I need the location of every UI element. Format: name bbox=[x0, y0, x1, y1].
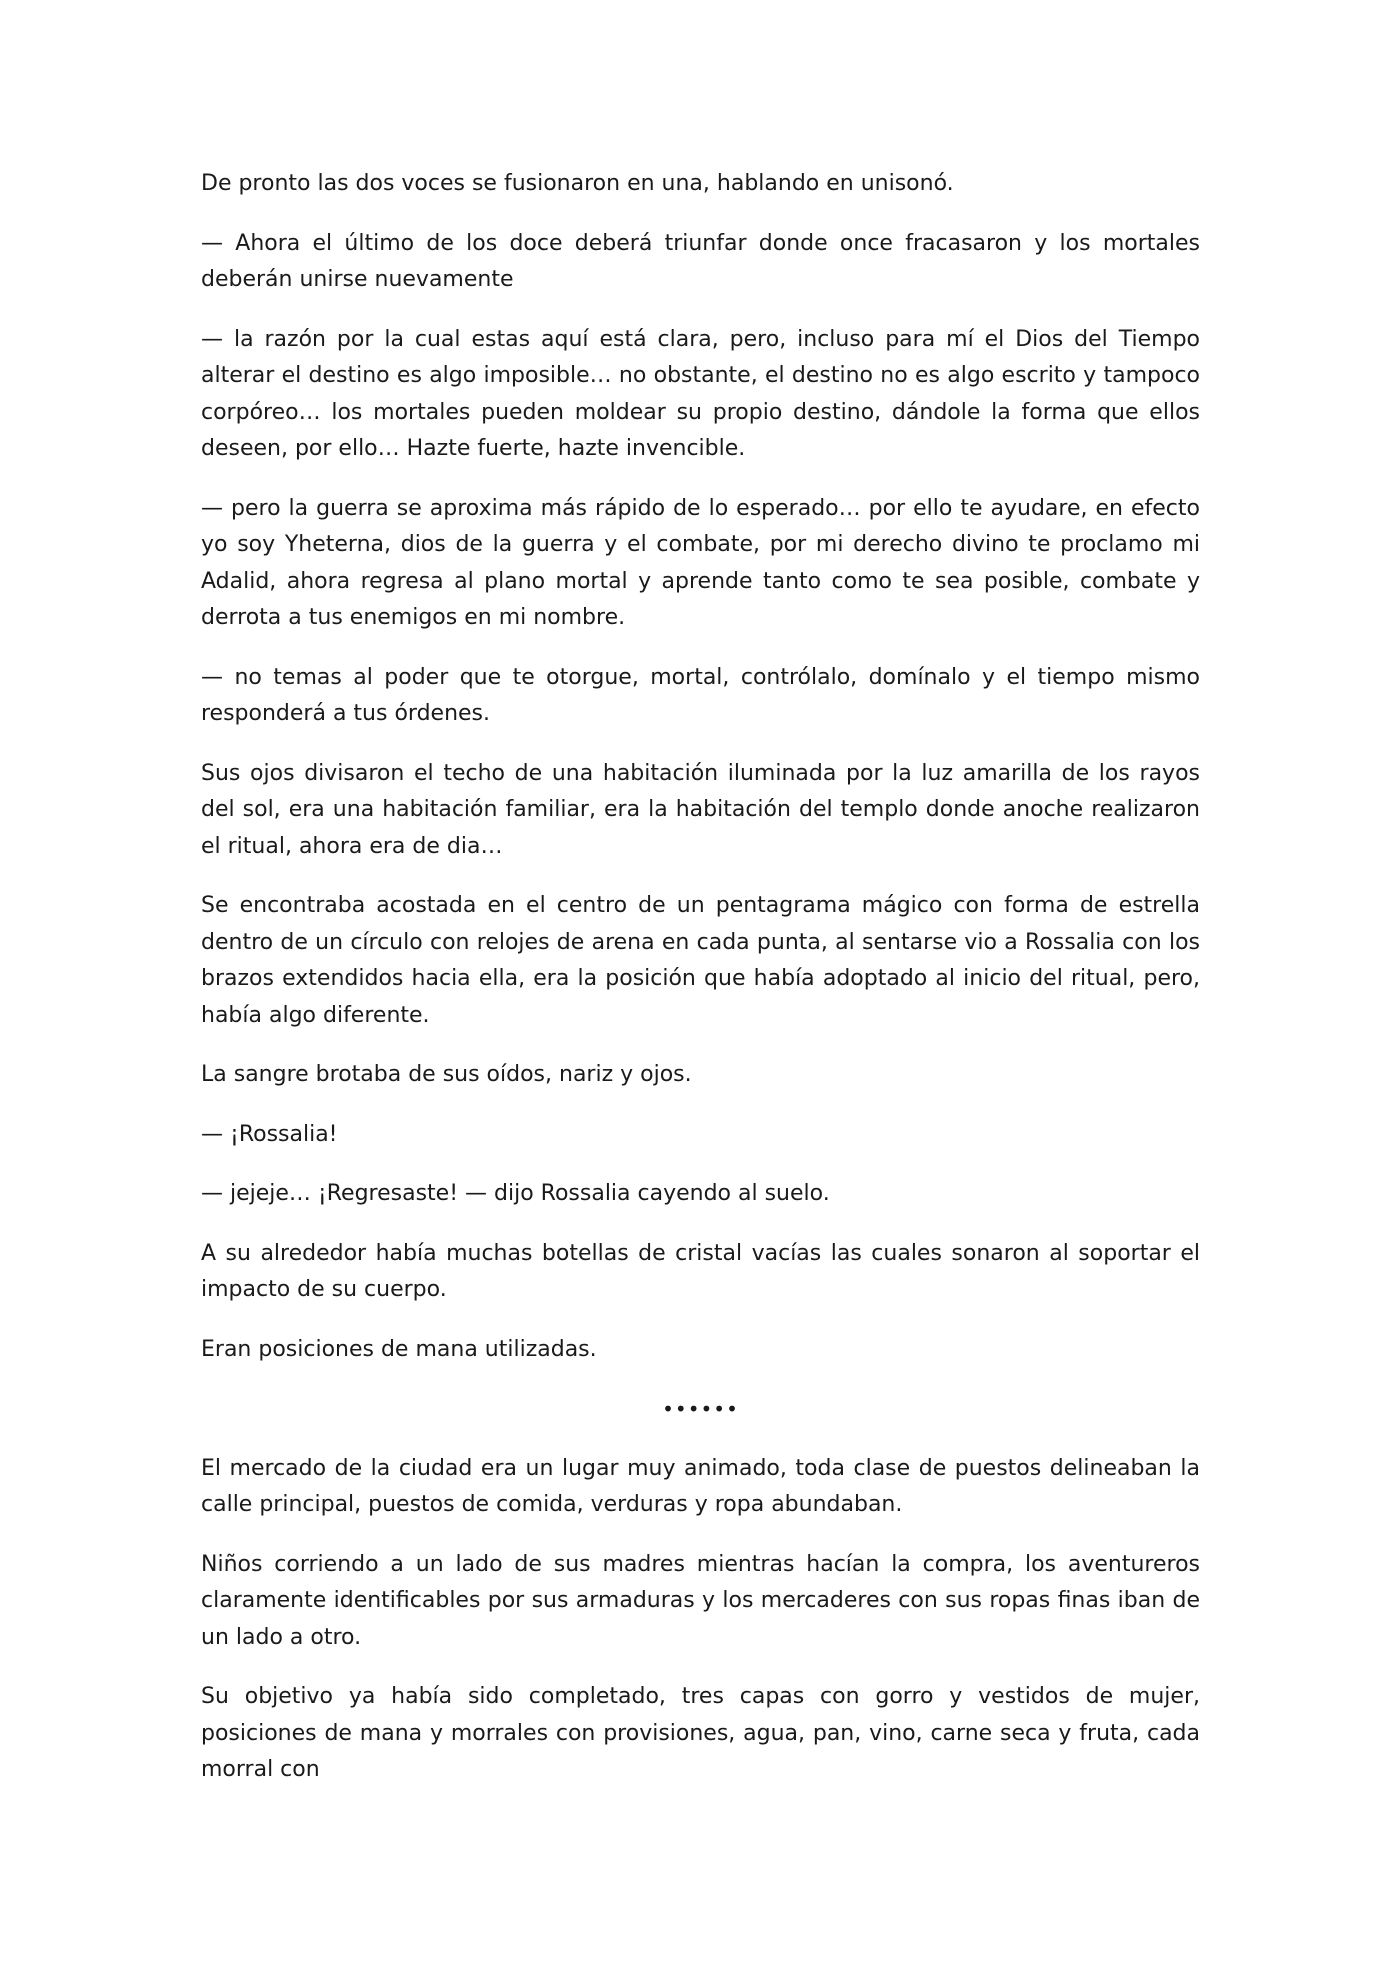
paragraph: El mercado de la ciudad era un lugar muy animado, toda clase de puestos delineaban la calle principal, puestos de comida, verduras y ropa abundaban. bbox=[201, 1455, 1200, 1517]
paragraph: Su objetivo ya había sido completado, tres capas con gorro y vestidos de mujer, posiciones de mana y morrales con provisiones, agua, pan, vino, carne seca y fruta, cada morral con bbox=[201, 1684, 1200, 1782]
paragraph: De pronto las dos voces se fusionaron en una, hablando en unisonó. bbox=[201, 171, 954, 196]
paragraph: — la razón por la cual estas aquí está clara, pero, incluso para mí el Dios del Tiempo alterar el destino es algo imposible… no obstante, el destino no es algo escrito y tampoco corpóreo… los mortales pueden moldear su propio destino, dándole la forma que ellos deseen, por ello… Hazte fuerte, hazte invencible. bbox=[201, 326, 1200, 461]
paragraph: Niños corriendo a un lado de sus madres mientras hacían la compra, los aventureros claramente identificables por sus armaduras y los mercaderes con sus ropas finas iban de un lado a otro. bbox=[201, 1551, 1200, 1650]
paragraph: Eran posiciones de mana utilizadas. bbox=[201, 1336, 597, 1362]
paragraph: — jejeje… ¡Regresaste! — dijo Rossalia cayendo al suelo. bbox=[201, 1181, 830, 1206]
paragraph: A su alrededor había muchas botellas de cristal vacías las cuales sonaron al soportar el impacto de su cuerpo. bbox=[201, 1240, 1200, 1302]
paragraph: — no temas al poder que te otorgue, mortal, contrólalo, domínalo y el tiempo mismo responderá a tus órdenes. bbox=[201, 664, 1200, 726]
scene-separator: •••••• bbox=[662, 1397, 739, 1421]
document-body bbox=[201, 166, 1200, 1812]
paragraph: La sangre brotaba de sus oídos, nariz y ojos. bbox=[201, 1062, 692, 1087]
paragraph: — ¡Rossalia! bbox=[201, 1121, 338, 1147]
paragraph: Sus ojos divisaron el techo de una habitación iluminada por la luz amarilla de los rayos del sol, era una habitación familiar, era la habitación del templo donde anoche realizaron el ritual, ahora era de dia… bbox=[201, 760, 1200, 859]
paragraph: — pero la guerra se aproxima más rápido de lo esperado… por ello te ayudare, en efecto yo soy Yheterna, dios de la guerra y el combate, por mi derecho divino te proclamo mi Adalid, ahora regresa al plano mortal y aprende tanto como te sea posible, combate y derrota a tus enemigos en mi nombre. bbox=[201, 495, 1200, 630]
paragraph: — Ahora el último de los doce deberá triunfar donde once fracasaron y los mortales deberán unirse nuevamente bbox=[201, 230, 1200, 292]
paragraph: Se encontraba acostada en el centro de un pentagrama mágico con forma de estrella dentro de un círculo con relojes de arena en cada punta, al sentarse vio a Rossalia con los brazos extendidos hacia ella, era la posición que había adoptado al inicio del ritual, pero, había algo diferente. bbox=[201, 893, 1200, 1028]
